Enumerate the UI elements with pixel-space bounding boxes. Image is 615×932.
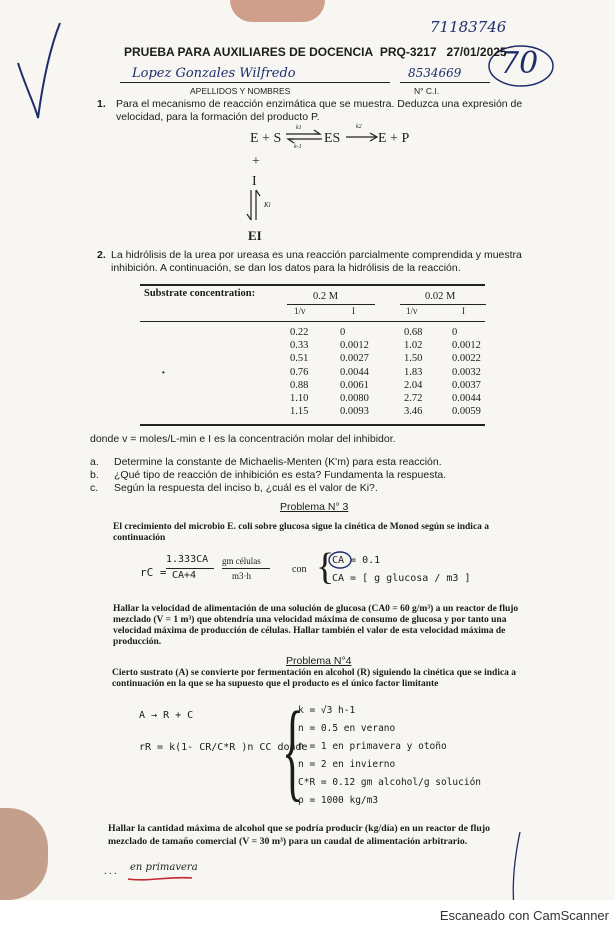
reaction-mid: ES	[324, 131, 341, 146]
k-1-label: k-1	[294, 144, 302, 150]
table-cell: 0.88	[290, 379, 309, 391]
table-cell: 1.10	[290, 393, 309, 404]
table-cell: 0.0022	[452, 353, 481, 365]
where-text: donde v = moles/L-min e I es la concentración molar del inhibidor.	[90, 433, 396, 445]
handwritten-circle	[328, 550, 352, 570]
problem4-final: Hallar la cantidad máxima de alcohol que se podría producir (kg/día) en un reactor de flujo mezclado de tamaño comercial (V = 30 m³) para un caudal de alimentación arbitrario.	[108, 823, 491, 847]
rate-numerator: 1.333CA	[166, 554, 209, 565]
units-numerator: gm células	[222, 556, 261, 566]
q1-text: Para el mecanismo de reacción enzimática que se muestra. Deduzca una expresión de velocidad, para la formación del producto P.	[116, 98, 523, 123]
q2-items	[90, 456, 446, 495]
table-header-label: Substrate concentration:	[144, 288, 256, 299]
forward-arrow	[344, 124, 380, 148]
table-cell: 0.22	[290, 327, 309, 338]
table-group-1: 0.2 M	[313, 291, 339, 302]
table-cell: 0.0059	[452, 406, 481, 418]
ki-label: Ki	[264, 201, 271, 209]
table-cell: 0.33	[290, 340, 309, 352]
handwritten-id-number: 71183746	[430, 18, 507, 36]
red-underline	[126, 874, 196, 884]
rate-denominator: CA+4	[172, 570, 197, 581]
brace-p4: {	[282, 689, 304, 811]
ci-line	[400, 82, 490, 83]
problem3-body: Hallar la velocidad de alimentación de una solución de glucosa (CA0 = 60 g/m³) a un reactor de flujo mezclado (V = 1 m³) que obtendría una velocidad máxima de consumo de glucosa y por tanto una velocidad máxima de producción de células. Hallar también el valor de esta velocidad máxima de producción.	[113, 604, 519, 647]
k1-label: k1	[296, 125, 302, 131]
condition-2: CA = [ g glucosa / m3 ]	[332, 573, 471, 584]
handwritten-name: Lopez Gonzales Wilfredo	[132, 66, 296, 81]
q2-number: 2.	[97, 249, 106, 261]
inhibitor-equilibrium-arrow	[244, 188, 264, 224]
table-cell: 2.72	[404, 393, 423, 404]
problem3-intro: El crecimiento del microbio E. coli sobre glucosa sigue la cinética de Monod según se indica a continuación	[113, 522, 490, 543]
table-cell: 0.0012	[340, 340, 369, 352]
table-cell: 0.0044	[452, 393, 481, 404]
q2-text: La hidrólisis de la urea por ureasa es una reacción parcialmente comprendida y muestra inhibición. A continuación, se dan los datos para la hidrólisis de la reacción.	[111, 249, 522, 274]
condition-invierno: n = 2 en invierno	[298, 759, 396, 770]
table-group-2: 0.02 M	[425, 291, 456, 302]
table-cell: 0.0032	[452, 366, 481, 378]
table-cell: 1.02	[404, 340, 423, 352]
table-cell: 0	[340, 327, 346, 338]
table-cell: 0.0012	[452, 340, 481, 352]
con-label: con	[292, 564, 307, 575]
name-line	[120, 82, 390, 83]
name-label: APELLIDOS Y NOMBRES	[190, 86, 291, 96]
table-cell: 1.50	[404, 353, 423, 365]
condition-1: CA = 0.1	[332, 555, 381, 566]
table-cell: 0.0061	[340, 379, 369, 391]
condition-cr: C*R = 0.12 gm alcohol/g solución	[298, 777, 482, 788]
table-cell: 0.0044	[340, 366, 369, 378]
handwritten-stroke	[500, 830, 530, 910]
handwritten-note: en primavera	[130, 862, 198, 873]
stray-dot: •	[162, 368, 165, 377]
ei-complex: EI	[248, 228, 262, 243]
reaction-left: E + S	[250, 131, 282, 146]
table-header-rule	[140, 321, 485, 322]
q1-number: 1.	[97, 98, 106, 110]
scanner-footer	[0, 900, 615, 932]
units-fraction-bar	[222, 568, 270, 569]
plus-sign: +	[252, 154, 260, 169]
reaction-right: E + P	[378, 131, 410, 146]
col-1v-b: 1/v	[406, 306, 418, 316]
finger-top	[230, 0, 325, 22]
table-cell: 3.46	[404, 406, 423, 418]
table-cell: 0.0037	[452, 379, 481, 391]
rate-fraction-bar	[166, 568, 214, 569]
table-cell: 2.04	[404, 379, 423, 391]
inhibitor-label: I	[252, 174, 257, 189]
exam-title: PRUEBA PARA AUXILIARES DE DOCENCIA PRQ-3217 27/01/2025	[124, 45, 507, 59]
units-denominator: m3·h	[232, 571, 251, 581]
equilibrium-arrow	[284, 124, 324, 154]
condition-rho: ρ = 1000 kg/m3	[298, 795, 379, 806]
table-cell: 1.83	[404, 366, 423, 378]
col-i-b: I	[462, 306, 465, 316]
table-cell: 0.76	[290, 366, 309, 378]
table-cell: 0.68	[404, 327, 423, 338]
p4-reaction: A → R + C	[139, 710, 194, 721]
table-cell: 0	[452, 327, 458, 338]
q2-item-b: b. ¿Qué tipo de reacción de inhibición es esta? Fundamenta la respuesta.	[90, 469, 447, 481]
p4-rate: rR = k(1- CR/C*R )n CC donde	[139, 742, 308, 753]
table-cell: 0.0080	[340, 393, 369, 404]
table-cell: 0.0093	[340, 406, 369, 418]
col-i-a: I	[352, 306, 355, 316]
condition-primavera: n = 1 en primavera y otoño	[298, 741, 447, 752]
handwritten-checkmark	[8, 18, 68, 123]
table-cell: 0.51	[290, 353, 309, 365]
group1-rule	[287, 304, 375, 305]
rate-lhs: rC =	[140, 566, 167, 579]
q2-item-c: c. Según la respuesta del inciso b, ¿cuál es el valor de Ki?.	[90, 482, 378, 494]
ellipsis: . . .	[104, 866, 117, 877]
k2-label: k2	[356, 124, 362, 130]
problem4-title: Problema N°4	[286, 655, 352, 667]
handwritten-score: 70	[500, 46, 539, 81]
col-1v-a: 1/v	[294, 306, 306, 316]
scanner-watermark: Escaneado con CamScanner	[439, 908, 609, 923]
table-cell: 1.15	[290, 406, 309, 418]
group2-rule	[400, 304, 486, 305]
ci-label: N° C.I.	[414, 86, 440, 96]
condition-k: k = √3 h-1	[298, 705, 356, 716]
problem4-intro: Cierto sustrato (A) se convierte por fermentación en alcohol (R) siguiendo la cinética que se indica a continuación en la que se ha supuesto que el producto es el único factor limitante	[112, 668, 517, 689]
table-top-rule	[140, 284, 485, 286]
table-cell: 0.0027	[340, 353, 369, 365]
table-bottom-rule	[140, 424, 485, 426]
q2-item-a: a. Determine la constante de Michaelis-Menten (K'm) para esta reacción.	[90, 456, 442, 468]
problem3-title: Problema N° 3	[280, 501, 349, 513]
handwritten-ci: 8534669	[408, 66, 462, 80]
brace-p3: {	[316, 546, 335, 588]
p4-conditions	[298, 702, 481, 810]
condition-verano: n = 0.5 en verano	[298, 723, 396, 734]
